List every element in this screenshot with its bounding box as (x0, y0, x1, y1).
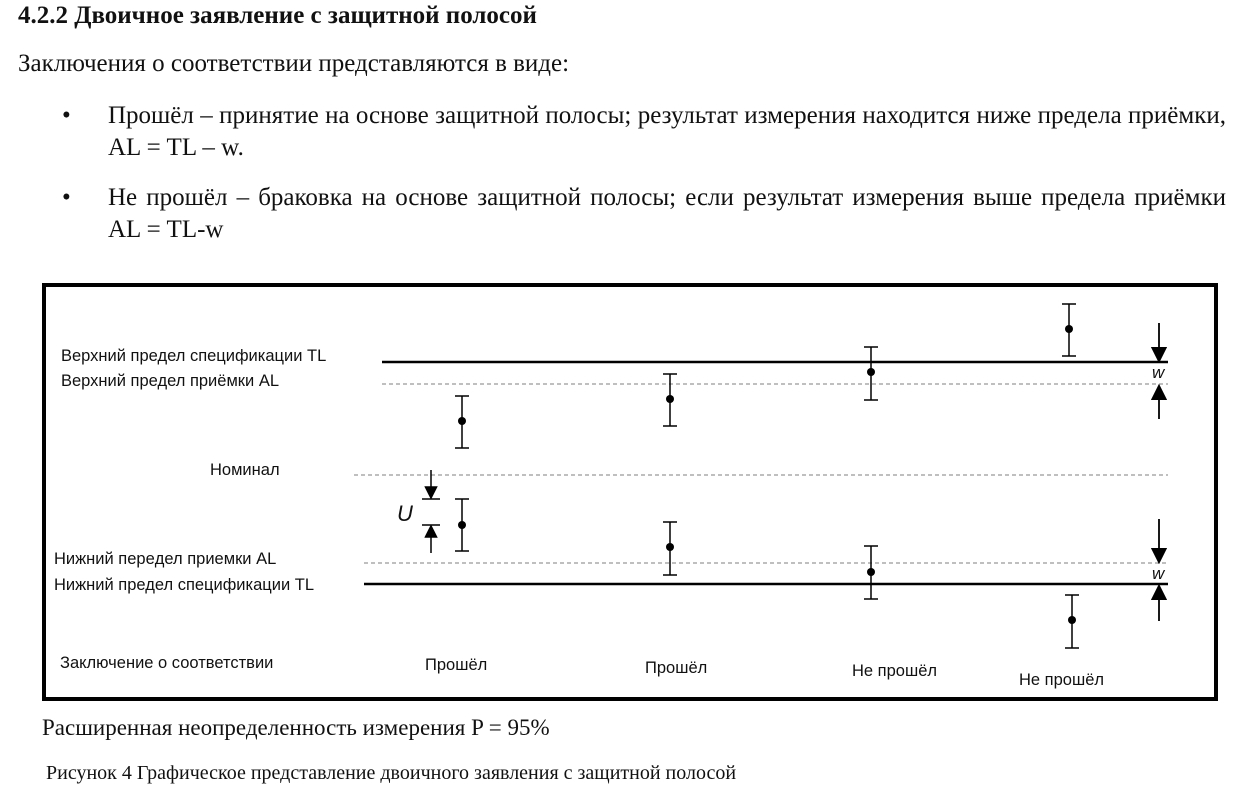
bullet-dot: • (62, 184, 71, 211)
u-symbol: U (397, 501, 413, 526)
error-bar (864, 347, 878, 400)
error-bar (663, 522, 677, 575)
error-bar (864, 546, 878, 599)
verdict-label: Прошёл (645, 659, 708, 677)
w-symbol: w (1152, 564, 1165, 583)
verdict-label: Не прошёл (852, 662, 938, 680)
lower-spec-limit-label: Нижний предел спецификации TL (54, 576, 314, 594)
bullet-text-pass: Прошёл – принятие на основе защитной полосы; результат измерения находится ниже предела приёмки, AL = TL – w. (108, 102, 1226, 161)
uncertainty-u-indicator (397, 470, 440, 553)
upper-spec-limit-label: Верхний предел спецификации TL (61, 347, 327, 365)
intro-paragraph: Заключения о соответствии представляются в виде: (18, 50, 570, 77)
verdict-label: Прошёл (425, 656, 488, 674)
error-bar (663, 374, 677, 426)
error-bar (455, 499, 469, 551)
upper-acceptance-limit-label: Верхний предел приёмки AL (61, 372, 279, 390)
bullet-text-fail: Не прошёл – браковка на основе защитной полосы; если результат измерения выше предела приёмки AL = TL-w (108, 184, 1226, 243)
bullet-item (62, 182, 1226, 246)
figure-caption: Рисунок 4 Графическое представление двоичного заявления с защитной полосой (46, 762, 737, 784)
upper-guard-band-indicator (1152, 323, 1166, 419)
lower-acceptance-limit-label: Нижний перeдел приемки AL (54, 550, 277, 568)
guard-band-figure (42, 283, 1218, 701)
nominal-label: Номинал (210, 461, 280, 479)
w-symbol: w (1152, 363, 1165, 382)
bullet-dot: • (62, 102, 71, 129)
section-heading: 4.2.2 Двоичное заявление с защитной полосой (18, 2, 537, 29)
lower-guard-band-indicator (1152, 519, 1166, 621)
error-bar (1065, 595, 1079, 648)
uncertainty-note: Расширенная неопределенность измерения P = 95% (42, 715, 550, 740)
verdict-label: Не прошёл (1019, 671, 1105, 689)
conformity-label: Заключение о соответствии (60, 654, 274, 672)
error-bar (1062, 304, 1076, 356)
bullet-item (62, 100, 1226, 164)
error-bar (455, 396, 469, 448)
